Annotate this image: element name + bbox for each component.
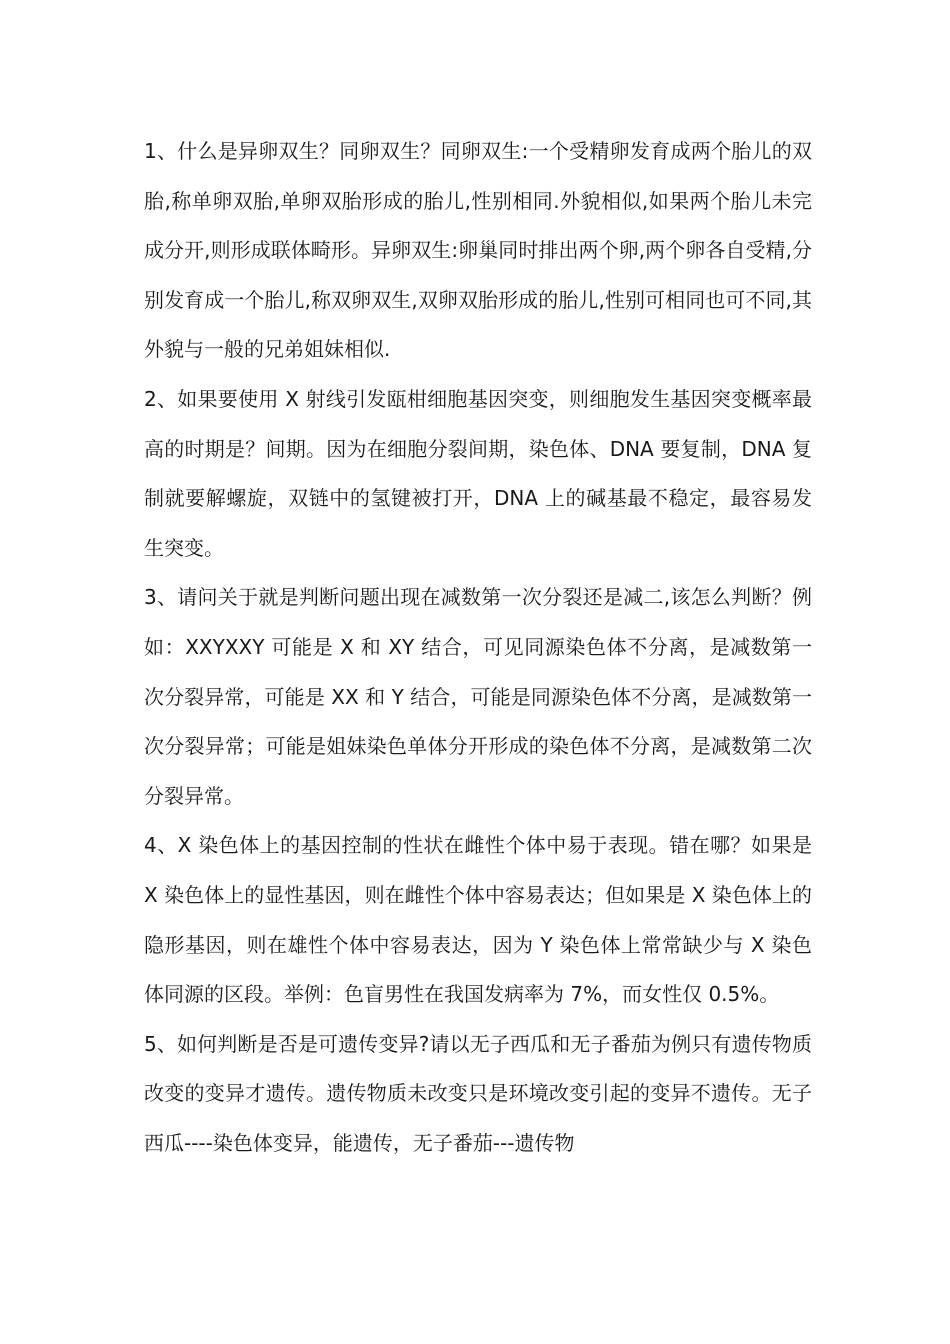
paragraph-q2: 2、如果要使用 X 射线引发瓯柑细胞基因突变，则细胞发生基因突变概率最高的时期是？间期。因为在细胞分裂间期，染色体、DNA 要复制，DNA 复制就要解螺旋，双链中的氢键被打开，DNA 上的碱基最不稳定，最容易发生突变。: [144, 386, 812, 560]
document-body: [144, 127, 812, 1168]
paragraph-q5: 5、如何判断是否是可遗传变异?请以无子西瓜和无子番茄为例只有遗传物质改变的变异才遗传。遗传物质未改变只是环境改变引起的变异不遗传。无子西瓜----染色体变异，能遗传，无子番茄---遗传物: [144, 1031, 812, 1155]
paragraph-q3: 3、请问关于就是判断问题出现在减数第一次分裂还是减二,该怎么判断？例如：XXYXXY 可能是 X 和 XY 结合，可见同源染色体不分离，是减数第一次分裂异常，可能是 XX 和 Y 结合，可能是同源染色体不分离，是减数第一次分裂异常；可能是姐妹染色单体分开形成的染色体不分离，是减数第二次分裂异常。: [144, 585, 812, 808]
paragraph-q1: 1、什么是异卵双生？同卵双生？同卵双生:一个受精卵发育成两个胎儿的双胎,称单卵双胎,单卵双胎形成的胎儿,性别相同.外貌相似,如果两个胎儿未完成分开,则形成联体畸形。异卵双生:卵巢同时排出两个卵,两个卵各自受精,分别发育成一个胎儿,称双卵双生,双卵双胎形成的胎儿,性别可相同也可不同,其外貌与一般的兄弟姐妹相似.: [144, 139, 812, 362]
paragraph-q4: 4、X 染色体上的基因控制的性状在雌性个体中易于表现。错在哪？如果是 X 染色体上的显性基因，则在雌性个体中容易表达；但如果是 X 染色体上的隐形基因，则在雄性个体中容易表达，因为 Y 染色体上常常缺少与 X 染色体同源的区段。举例：色盲男性在我国发病率为 7%，而女性仅 0.5%。: [144, 833, 812, 1007]
